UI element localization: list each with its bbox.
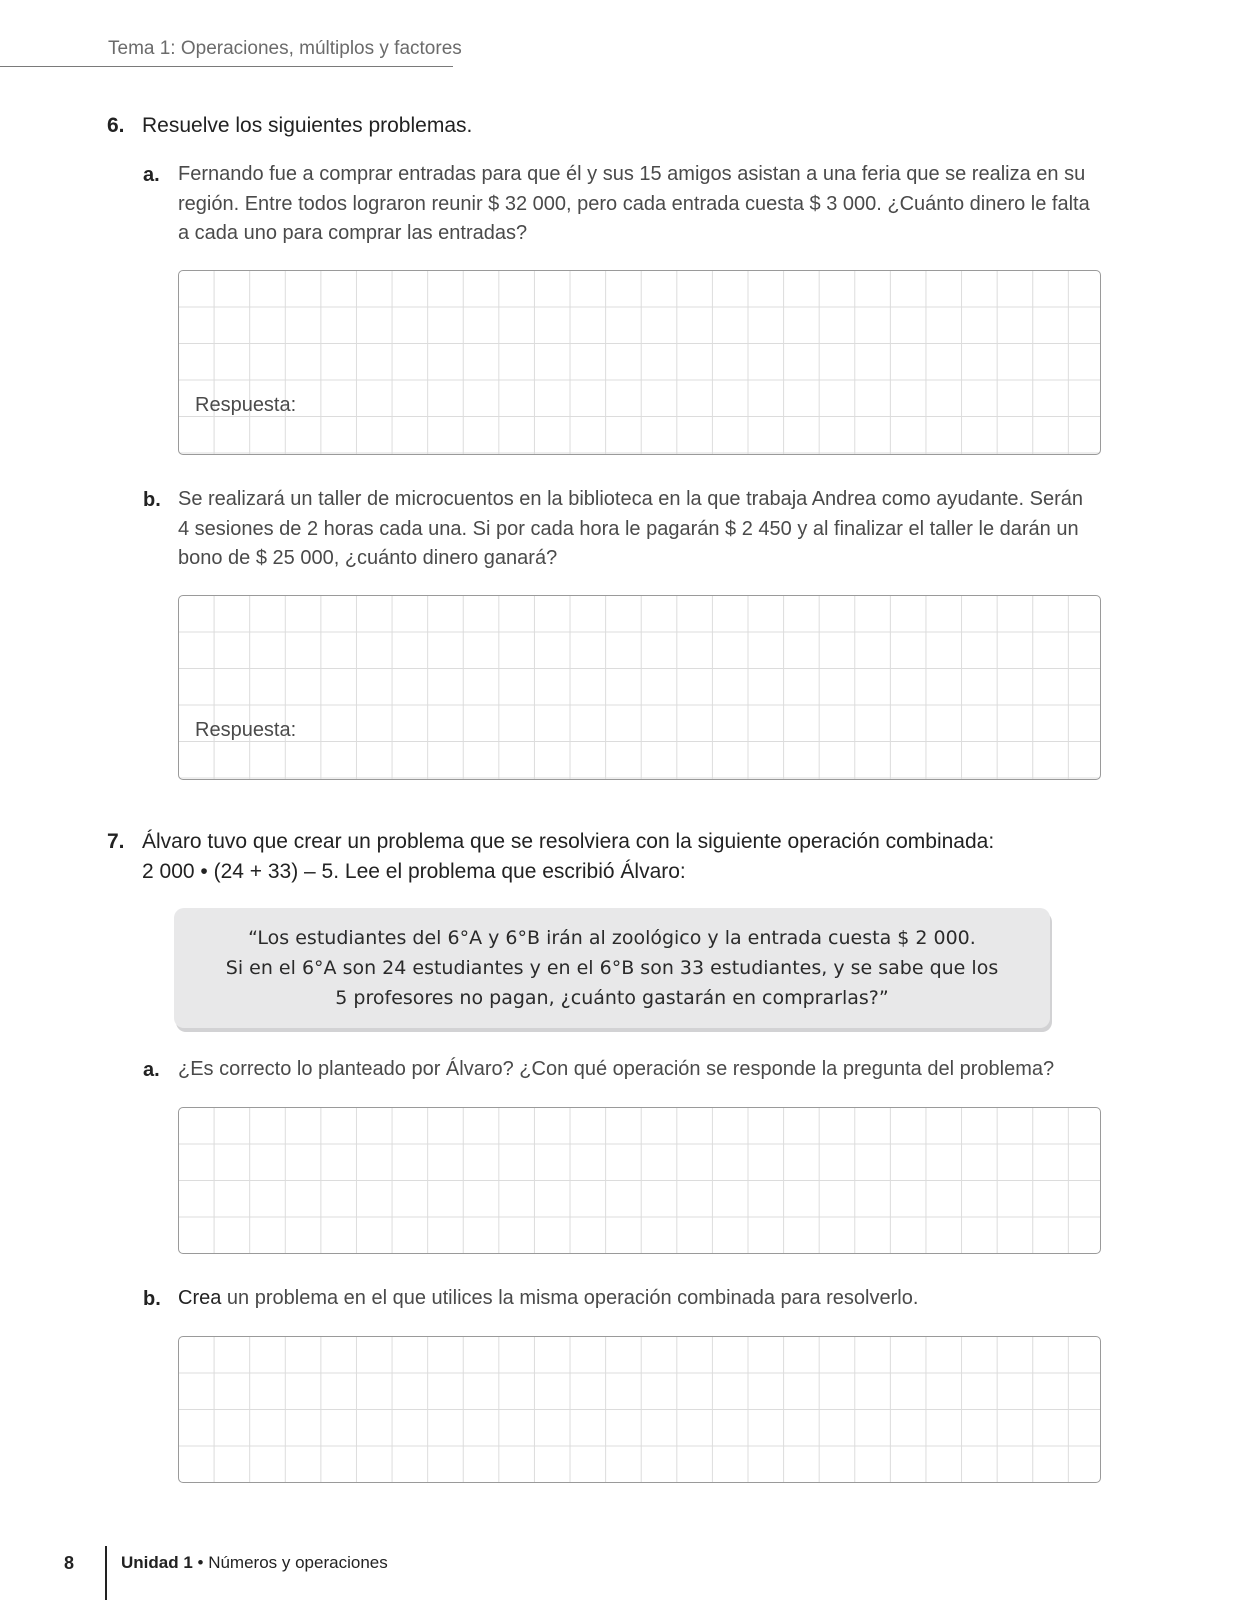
- footer-unit-rest: • Números y operaciones: [192, 1553, 388, 1572]
- question-7b-letter: b.: [143, 1288, 161, 1310]
- question-6a-line: Fernando fue a comprar entradas para que él y sus 15 amigos asistan a una feria que se realiza en su: [178, 163, 1086, 185]
- page-number: 8: [64, 1553, 75, 1573]
- question-7a-text: ¿Es correcto lo planteado por Álvaro? ¿Con qué operación se responde la pregunta del problema?: [178, 1058, 1055, 1080]
- question-7-line: 2 000 • (24 + 33) – 5. Lee el problema que escribió Álvaro:: [142, 860, 686, 883]
- footer-unit-label: [121, 1553, 388, 1573]
- question-7b-bold-word: Crea: [178, 1287, 222, 1309]
- question-6b-line: 4 sesiones de 2 horas cada una. Si por cada hora le pagarán $ 2 450 y al finalizar el taller le darán un: [178, 517, 1079, 540]
- quote-line: 5 profesores no pagan, ¿cuánto gastarán en comprarlas?”: [335, 987, 889, 1009]
- question-7-number: 7.: [107, 830, 125, 853]
- question-6a-line: a cada uno para comprar las entradas?: [178, 222, 528, 244]
- answer-grid-6b[interactable]: [178, 595, 1101, 780]
- question-6b-line: bono de $ 25 000, ¿cuánto dinero ganará?: [178, 547, 558, 569]
- quote-line: Si en el 6°A son 24 estudiantes y en el 6°B son 33 estudiantes, y se sabe que los: [225, 957, 999, 979]
- question-6b-text: [178, 485, 1108, 574]
- answer-grid-6a[interactable]: [178, 270, 1101, 455]
- answer-label: Respuesta:: [195, 719, 297, 741]
- header-divider: [0, 66, 453, 67]
- page-header-title: Tema 1: Operaciones, múltiplos y factores: [108, 38, 462, 59]
- footer-unit-bold: Unidad 1: [121, 1553, 193, 1572]
- question-6b-letter: b.: [143, 489, 161, 511]
- quote-line: “Los estudiantes del 6°A y 6°B irán al zoológico y la entrada cuesta $ 2 000.: [248, 927, 976, 949]
- alvaro-problem-quote: [174, 908, 1050, 1028]
- answer-grid-7a[interactable]: [178, 1107, 1101, 1254]
- question-6-number: 6.: [107, 114, 125, 137]
- question-6a-line: región. Entre todos lograron reunir $ 32 000, pero cada entrada cuesta $ 3 000. ¿Cuánto dinero le falta: [178, 192, 1090, 215]
- question-7-line: Álvaro tuvo que crear un problema que se resolviera con la siguiente operación combinada:: [142, 830, 995, 853]
- question-6-title: Resuelve los siguientes problemas.: [142, 114, 473, 137]
- question-6a-letter: a.: [143, 164, 160, 186]
- footer-divider: [105, 1546, 107, 1600]
- answer-grid-7b[interactable]: [178, 1336, 1101, 1483]
- question-6b-line: Se realizará un taller de microcuentos en la biblioteca en la que trabaja Andrea como ayudante. Serán: [178, 488, 1084, 510]
- question-6a-text: [178, 160, 1108, 249]
- question-7b-rest: un problema en el que utilices la misma operación combinada para resolverlo.: [221, 1287, 919, 1309]
- answer-label: Respuesta:: [195, 394, 297, 416]
- question-7a-letter: a.: [143, 1059, 160, 1081]
- question-7b-text: [178, 1284, 1108, 1314]
- question-7-text: [142, 827, 1102, 887]
